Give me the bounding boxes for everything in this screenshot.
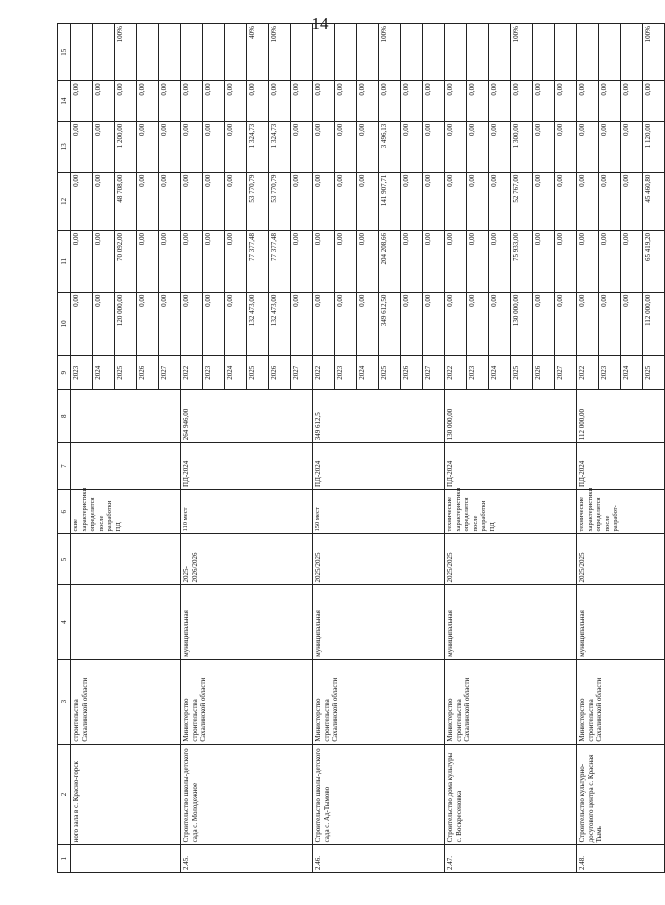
column-number: 7	[58, 443, 71, 490]
cell-object-name: Строительство дома культуры с. Воскресеновка	[445, 744, 577, 845]
cell-other-sources: 0,00	[577, 81, 599, 121]
cell-federal-budget: 0,00	[357, 231, 379, 293]
cell-other-sources: 0,00	[643, 81, 665, 121]
cell-federal-budget: 0,00	[225, 231, 247, 293]
cell-year: 2025	[643, 356, 665, 390]
cell-readiness: 100%	[379, 24, 401, 81]
cell-federal-budget: 0,00	[533, 231, 555, 293]
cell-regional-budget: 0,00	[423, 172, 445, 230]
cell-local-budget: 0,00	[225, 121, 247, 172]
cell-year: 2027	[291, 356, 313, 390]
cell-local-budget: 0,00	[401, 121, 423, 172]
cell-other-sources: 0,00	[181, 81, 203, 121]
cell-other-sources: 0,00	[203, 81, 225, 121]
cell-readiness	[445, 24, 467, 81]
page-number: 14	[311, 14, 329, 33]
cell-federal-budget: 0,00	[291, 231, 313, 293]
cell-total: 132 473,00	[247, 292, 269, 356]
cell-federal-budget: 0,00	[577, 231, 599, 293]
cell-regional-budget: 0,00	[335, 172, 357, 230]
cell-year: 2026	[269, 356, 291, 390]
cell-readiness	[71, 24, 93, 81]
cell-total: 0,00	[423, 292, 445, 356]
cell-year: 2025	[379, 356, 401, 390]
column-number: 15	[58, 24, 71, 81]
cell-estimated-cost: 264 946,00	[181, 390, 313, 443]
cell-local-budget: 0,00	[555, 121, 577, 172]
cell-readiness	[467, 24, 489, 81]
cell-other-sources: 0,00	[445, 81, 467, 121]
column-number: 2	[58, 744, 71, 845]
cell-local-budget: 0,00	[203, 121, 225, 172]
cell-total: 0,00	[533, 292, 555, 356]
cell-estimated-cost: 130 000,00	[445, 390, 577, 443]
cell-number: 2.45.	[181, 845, 313, 873]
cell-local-budget: 1 324,73	[269, 121, 291, 172]
column-number: 10	[58, 292, 71, 356]
cell-regional-budget: 0,00	[225, 172, 247, 230]
cell-regional-budget: 0,00	[159, 172, 181, 230]
cell-federal-budget: 0,00	[71, 231, 93, 293]
cell-other-sources: 0,00	[533, 81, 555, 121]
cell-customer: Министерство строительства Сахалинской области	[313, 659, 445, 744]
cell-regional-budget: 0,00	[599, 172, 621, 230]
cell-readiness	[401, 24, 423, 81]
cell-other-sources: 0,00	[269, 81, 291, 121]
cell-other-sources: 0,00	[621, 81, 643, 121]
cell-object-name: Строительство культурно-досугового центра с. Красная Тымь	[577, 744, 665, 845]
cell-ownership: муниципальная	[577, 585, 665, 659]
cell-estimated-cost	[71, 390, 181, 443]
cell-regional-budget: 0,00	[357, 172, 379, 230]
cell-year: 2025	[247, 356, 269, 390]
cell-object-name: ного зала в с. Красно-горск	[71, 744, 181, 845]
column-number: 12	[58, 172, 71, 230]
cell-period: 2025/2025	[577, 534, 665, 585]
table-row	[445, 24, 467, 873]
cell-federal-budget: 0,00	[159, 231, 181, 293]
cell-local-budget: 0,00	[489, 121, 511, 172]
cell-regional-budget: 0,00	[291, 172, 313, 230]
table-row	[181, 24, 203, 873]
cell-readiness	[181, 24, 203, 81]
cell-total: 132 473,00	[269, 292, 291, 356]
cell-total: 0,00	[489, 292, 511, 356]
cell-federal-budget: 0,00	[203, 231, 225, 293]
cell-regional-budget: 0,00	[137, 172, 159, 230]
cell-federal-budget: 204 208,66	[379, 231, 401, 293]
cell-local-budget: 0,00	[621, 121, 643, 172]
cell-readiness	[159, 24, 181, 81]
cell-total: 0,00	[621, 292, 643, 356]
cell-total: 0,00	[291, 292, 313, 356]
cell-object-name: Строительство школы-детского сада с. Ад-Тымово	[313, 744, 445, 845]
cell-readiness	[621, 24, 643, 81]
cell-other-sources: 0,00	[467, 81, 489, 121]
cell-readiness: 100%	[115, 24, 137, 81]
column-number: 6	[58, 489, 71, 534]
cell-total: 0,00	[71, 292, 93, 356]
cell-readiness	[137, 24, 159, 81]
cell-customer: Министерство строительства Сахалинской области	[181, 659, 313, 744]
cell-other-sources: 0,00	[489, 81, 511, 121]
table-row	[577, 24, 599, 873]
cell-other-sources: 0,00	[401, 81, 423, 121]
cell-federal-budget: 77 377,48	[269, 231, 291, 293]
column-number: 4	[58, 585, 71, 659]
cell-federal-budget: 0,00	[621, 231, 643, 293]
cell-regional-budget: 0,00	[467, 172, 489, 230]
cell-design-doc: ПД-2024	[445, 443, 577, 490]
table-row	[313, 24, 335, 873]
cell-ownership: муниципальная	[181, 585, 313, 659]
cell-other-sources: 0,00	[511, 81, 533, 121]
cell-local-budget: 3 496,13	[379, 121, 401, 172]
cell-regional-budget: 0,00	[533, 172, 555, 230]
cell-total: 0,00	[555, 292, 577, 356]
cell-number: 2.46.	[313, 845, 445, 873]
cell-design-doc	[71, 443, 181, 490]
cell-regional-budget: 45 460,80	[643, 172, 665, 230]
cell-federal-budget: 0,00	[401, 231, 423, 293]
cell-year: 2027	[159, 356, 181, 390]
cell-regional-budget: 0,00	[93, 172, 115, 230]
cell-total: 349 612,50	[379, 292, 401, 356]
cell-year: 2026	[533, 356, 555, 390]
cell-readiness: 100%	[269, 24, 291, 81]
cell-regional-budget: 53 770,79	[247, 172, 269, 230]
cell-federal-budget: 70 092,00	[115, 231, 137, 293]
cell-customer: строительства Сахалинской области	[71, 659, 181, 744]
cell-other-sources: 0,00	[423, 81, 445, 121]
cell-capacity: технические характеристики определятся после разработ-	[577, 489, 665, 534]
cell-design-doc: ПД-2024	[181, 443, 313, 490]
cell-regional-budget: 0,00	[401, 172, 423, 230]
cell-total: 0,00	[445, 292, 467, 356]
cell-local-budget: 0,00	[71, 121, 93, 172]
cell-readiness	[93, 24, 115, 81]
cell-year: 2027	[423, 356, 445, 390]
cell-other-sources: 0,00	[313, 81, 335, 121]
cell-readiness	[533, 24, 555, 81]
cell-local-budget: 1 324,73	[247, 121, 269, 172]
cell-customer: Министерство строительства Сахалинской области	[445, 659, 577, 744]
cell-regional-budget: 53 770,79	[269, 172, 291, 230]
cell-regional-budget: 48 708,00	[115, 172, 137, 230]
investment-table	[57, 23, 665, 873]
cell-total: 120 000,00	[115, 292, 137, 356]
cell-federal-budget: 0,00	[137, 231, 159, 293]
cell-readiness	[423, 24, 445, 81]
cell-total: 0,00	[137, 292, 159, 356]
cell-local-budget: 0,00	[93, 121, 115, 172]
cell-total: 0,00	[599, 292, 621, 356]
cell-federal-budget: 0,00	[599, 231, 621, 293]
cell-local-budget: 0,00	[533, 121, 555, 172]
cell-readiness	[313, 24, 335, 81]
cell-estimated-cost: 112 000,00	[577, 390, 665, 443]
column-number: 9	[58, 356, 71, 390]
cell-other-sources: 0,00	[137, 81, 159, 121]
cell-other-sources: 0,00	[379, 81, 401, 121]
cell-other-sources: 0,00	[357, 81, 379, 121]
cell-capacity: 110 мест	[181, 489, 313, 534]
cell-ownership: муниципальная	[313, 585, 445, 659]
cell-regional-budget: 0,00	[203, 172, 225, 230]
cell-period	[71, 534, 181, 585]
cell-ownership	[71, 585, 181, 659]
cell-federal-budget: 77 377,48	[247, 231, 269, 293]
cell-total: 112 000,00	[643, 292, 665, 356]
cell-year: 2024	[357, 356, 379, 390]
column-number: 8	[58, 390, 71, 443]
cell-total: 0,00	[577, 292, 599, 356]
column-number: 13	[58, 121, 71, 172]
cell-regional-budget: 0,00	[577, 172, 599, 230]
cell-other-sources: 0,00	[291, 81, 313, 121]
cell-regional-budget: 0,00	[445, 172, 467, 230]
cell-total: 0,00	[357, 292, 379, 356]
cell-year: 2024	[621, 356, 643, 390]
cell-local-budget: 1 120,00	[643, 121, 665, 172]
cell-total: 0,00	[335, 292, 357, 356]
cell-total: 0,00	[225, 292, 247, 356]
cell-local-budget: 1 200,00	[115, 121, 137, 172]
cell-readiness	[555, 24, 577, 81]
cell-year: 2027	[555, 356, 577, 390]
cell-period: 2025-2026/2026	[181, 534, 313, 585]
cell-other-sources: 0,00	[599, 81, 621, 121]
cell-number: 2.47.	[445, 845, 577, 873]
cell-other-sources: 0,00	[71, 81, 93, 121]
cell-year: 2022	[181, 356, 203, 390]
cell-other-sources: 0,00	[159, 81, 181, 121]
cell-regional-budget: 52 767,00	[511, 172, 533, 230]
cell-local-budget: 0,00	[577, 121, 599, 172]
cell-local-budget: 0,00	[467, 121, 489, 172]
cell-federal-budget: 65 419,20	[643, 231, 665, 293]
cell-other-sources: 0,00	[225, 81, 247, 121]
cell-year: 2023	[203, 356, 225, 390]
cell-year: 2025	[511, 356, 533, 390]
cell-readiness	[577, 24, 599, 81]
column-number: 14	[58, 81, 71, 121]
cell-local-budget: 0,00	[445, 121, 467, 172]
cell-readiness	[225, 24, 247, 81]
cell-total: 0,00	[159, 292, 181, 356]
cell-other-sources: 0,00	[335, 81, 357, 121]
cell-number	[71, 845, 181, 873]
cell-regional-budget: 0,00	[313, 172, 335, 230]
cell-year: 2024	[93, 356, 115, 390]
cell-total: 0,00	[467, 292, 489, 356]
cell-readiness	[599, 24, 621, 81]
cell-estimated-cost: 349 612,5	[313, 390, 445, 443]
cell-period: 2025/2025	[445, 534, 577, 585]
cell-local-budget: 0,00	[181, 121, 203, 172]
cell-local-budget: 0,00	[423, 121, 445, 172]
cell-capacity: ские характеристики определятся после разработки ПД	[71, 489, 181, 534]
table-row	[71, 24, 93, 873]
cell-other-sources: 0,00	[93, 81, 115, 121]
cell-readiness	[357, 24, 379, 81]
cell-year: 2026	[401, 356, 423, 390]
cell-regional-budget: 0,00	[181, 172, 203, 230]
cell-object-name: Строительство школы-детского сада с. Молодежное	[181, 744, 313, 845]
cell-federal-budget: 75 933,00	[511, 231, 533, 293]
column-number-row	[58, 24, 71, 873]
cell-capacity: 150 мест	[313, 489, 445, 534]
cell-year: 2023	[71, 356, 93, 390]
cell-year: 2022	[313, 356, 335, 390]
cell-regional-budget: 141 907,71	[379, 172, 401, 230]
cell-year: 2022	[445, 356, 467, 390]
cell-ownership: муниципальная	[445, 585, 577, 659]
cell-year: 2023	[467, 356, 489, 390]
cell-year: 2024	[489, 356, 511, 390]
cell-readiness	[203, 24, 225, 81]
cell-number: 2.48.	[577, 845, 665, 873]
cell-year: 2024	[225, 356, 247, 390]
cell-readiness: 100%	[511, 24, 533, 81]
cell-capacity: технические характеристики определятся после разработки ПД	[445, 489, 577, 534]
cell-local-budget: 0,00	[357, 121, 379, 172]
cell-federal-budget: 0,00	[445, 231, 467, 293]
cell-readiness: 40%	[247, 24, 269, 81]
cell-total: 0,00	[313, 292, 335, 356]
column-number: 3	[58, 659, 71, 744]
cell-period: 2025/2025	[313, 534, 445, 585]
column-number: 11	[58, 231, 71, 293]
column-number: 5	[58, 534, 71, 585]
cell-year: 2022	[577, 356, 599, 390]
cell-design-doc: ПД-2024	[577, 443, 665, 490]
cell-regional-budget: 0,00	[489, 172, 511, 230]
cell-year: 2025	[115, 356, 137, 390]
cell-total: 0,00	[181, 292, 203, 356]
cell-readiness	[291, 24, 313, 81]
column-number: 1	[58, 845, 71, 873]
cell-readiness	[335, 24, 357, 81]
cell-local-budget: 0,00	[335, 121, 357, 172]
cell-federal-budget: 0,00	[93, 231, 115, 293]
cell-other-sources: 0,00	[115, 81, 137, 121]
cell-local-budget: 1 300,00	[511, 121, 533, 172]
cell-readiness	[489, 24, 511, 81]
cell-total: 0,00	[401, 292, 423, 356]
cell-local-budget: 0,00	[137, 121, 159, 172]
cell-local-budget: 0,00	[159, 121, 181, 172]
cell-federal-budget: 0,00	[467, 231, 489, 293]
cell-readiness: 100%	[643, 24, 665, 81]
cell-total: 0,00	[93, 292, 115, 356]
cell-federal-budget: 0,00	[489, 231, 511, 293]
cell-year: 2026	[137, 356, 159, 390]
cell-regional-budget: 0,00	[621, 172, 643, 230]
cell-customer: Министерство строительства Сахалинской области	[577, 659, 665, 744]
cell-regional-budget: 0,00	[71, 172, 93, 230]
cell-year: 2023	[599, 356, 621, 390]
cell-federal-budget: 0,00	[181, 231, 203, 293]
cell-total: 130 000,00	[511, 292, 533, 356]
cell-local-budget: 0,00	[291, 121, 313, 172]
cell-year: 2023	[335, 356, 357, 390]
cell-federal-budget: 0,00	[555, 231, 577, 293]
cell-regional-budget: 0,00	[555, 172, 577, 230]
cell-other-sources: 0,00	[555, 81, 577, 121]
cell-local-budget: 0,00	[313, 121, 335, 172]
cell-federal-budget: 0,00	[313, 231, 335, 293]
cell-federal-budget: 0,00	[335, 231, 357, 293]
cell-federal-budget: 0,00	[423, 231, 445, 293]
cell-other-sources: 0,00	[247, 81, 269, 121]
cell-total: 0,00	[203, 292, 225, 356]
cell-design-doc: ПД-2024	[313, 443, 445, 490]
cell-local-budget: 0,00	[599, 121, 621, 172]
